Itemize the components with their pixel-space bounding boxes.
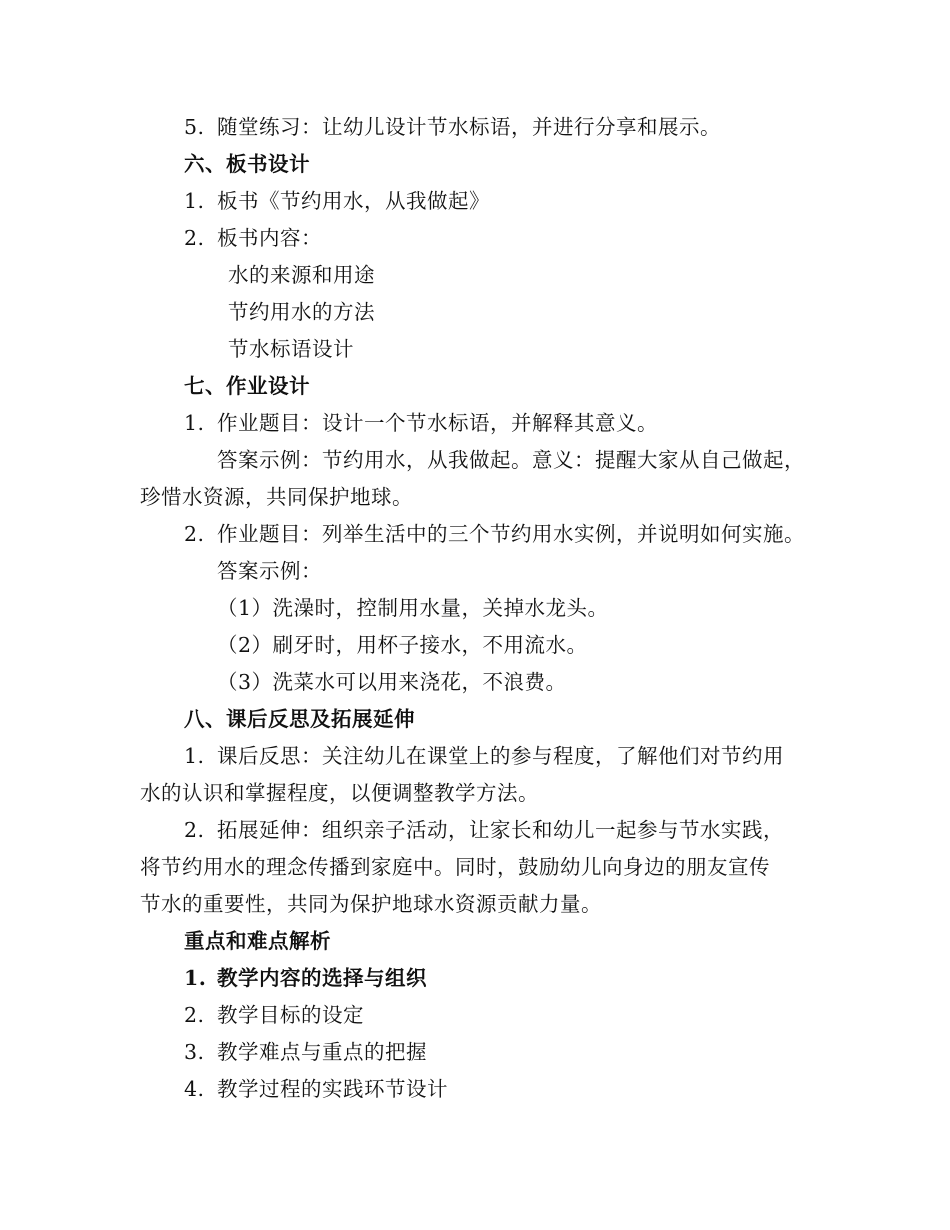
homework-item-1 [184,408,658,438]
homework-item-2 [184,519,805,549]
item-number: 1. [184,744,205,768]
answer-example-line: （1）洗澡时，控制用水量，关掉水龙头。 [217,596,609,620]
item-text: 教学目标的设定 [217,1003,364,1027]
board-content-line: 节水标语设计 [228,337,354,361]
section-heading-board-design: 六、板书设计 [184,152,310,176]
reflection-item-1 [184,741,784,771]
practice-item-5 [184,112,721,142]
item-text: 板书内容： [217,226,322,250]
board-item-1 [184,186,490,216]
item-text: 板书《节约用水，从我做起》 [217,189,490,213]
item-text: 作业题目：设计一个节水标语，并解释其意义。 [217,411,658,435]
item-text: 随堂练习：让幼儿设计节水标语，并进行分享和展示。 [217,115,721,139]
answer-example-line: 珍惜水资源，共同保护地球。 [140,485,413,509]
item-number: 2. [184,522,205,546]
reflection-item-2 [184,815,784,845]
item-number: 4. [184,1077,205,1101]
item-text: 作业题目：列举生活中的三个节约用水实例，并说明如何实施。 [217,522,805,546]
key-point-item-4 [184,1074,448,1104]
section-heading-homework: 七、作业设计 [184,374,310,398]
item-number: 3. [184,1040,205,1064]
item-number: 2. [184,1003,205,1027]
reflection-continuation: 水的认识和掌握程度，以便调整教学方法。 [140,781,539,805]
answer-example-line: 答案示例：节约用水，从我做起。意义：提醒大家从自己做起， [217,448,805,472]
board-content-line: 节约用水的方法 [228,300,375,324]
item-text: 教学过程的实践环节设计 [217,1077,448,1101]
reflection-continuation: 将节约用水的理念传播到家庭中。同时，鼓励幼儿向身边的朋友宣传 [140,855,770,879]
board-item-2 [184,223,322,253]
answer-example-line: （2）刷牙时，用杯子接水，不用流水。 [217,633,588,657]
item-number: 2. [184,226,205,250]
key-point-item-3 [184,1037,427,1067]
board-content-line: 水的来源和用途 [228,263,375,287]
answer-example-label: 答案示例： [217,559,322,583]
item-text: 拓展延伸：组织亲子活动，让家长和幼儿一起参与节水实践， [217,818,784,842]
section-heading-reflection: 八、课后反思及拓展延伸 [184,707,415,731]
item-text: 教学内容的选择与组织 [217,966,427,990]
key-point-item-2 [184,1000,364,1030]
item-number: 2. [184,818,205,842]
section-heading-key-points: 重点和难点解析 [184,929,331,953]
item-number: 1. [184,966,207,990]
reflection-continuation: 节水的重要性，共同为保护地球水资源贡献力量。 [140,892,602,916]
item-text: 课后反思：关注幼儿在课堂上的参与程度，了解他们对节约用 [217,744,784,768]
item-number: 1. [184,411,205,435]
item-text: 教学难点与重点的把握 [217,1040,427,1064]
item-number: 5. [184,115,205,139]
answer-example-line: （3）洗菜水可以用来浇花，不浪费。 [217,670,567,694]
item-number: 1. [184,189,205,213]
key-point-item-1 [184,963,427,993]
